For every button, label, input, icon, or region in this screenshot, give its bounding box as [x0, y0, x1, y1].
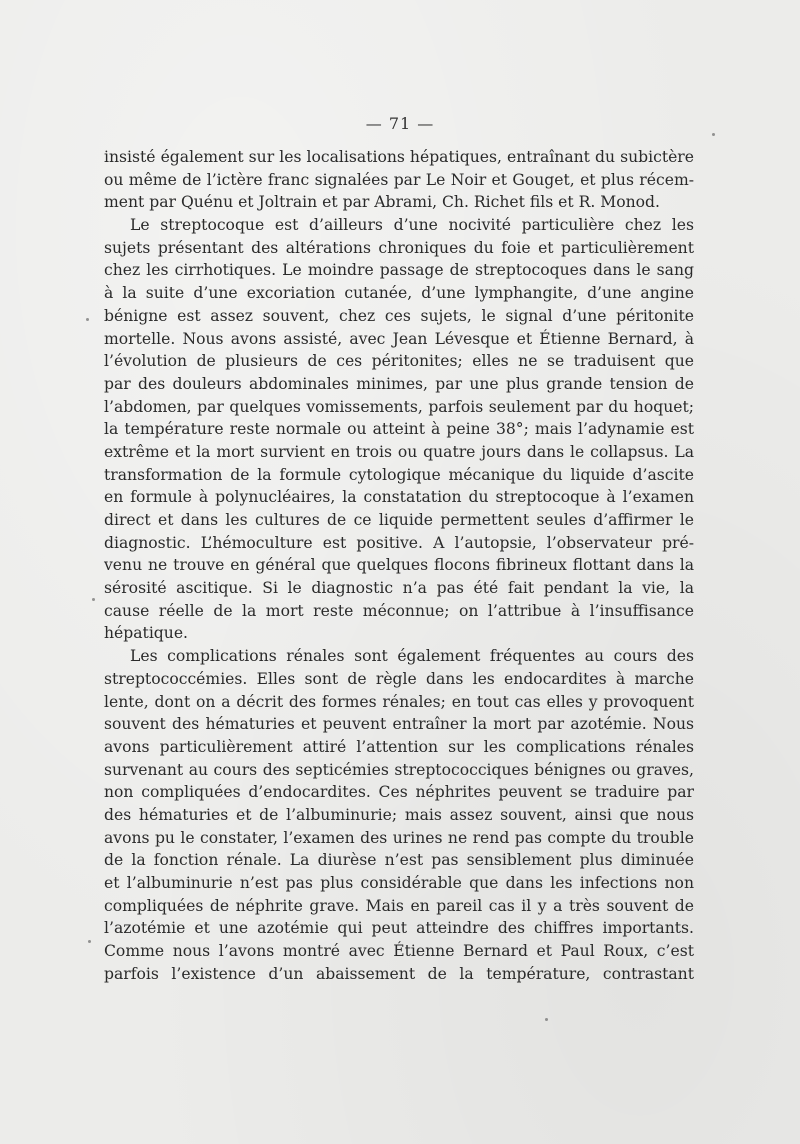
text-line: et l’albuminurie n’est pas plus considérable que dans les infections non — [104, 874, 694, 892]
text-line: survenant au cours des septicémies streptococciques bénignes ou graves, — [104, 760, 694, 779]
text-line: à la suite d’une excoriation cutanée, d’une lymphangite, d’une angine — [104, 284, 694, 303]
text-line: insisté également sur les localisations hépatiques, entraînant du subictère — [104, 148, 694, 166]
text-line: transformation de la formule cytologique mécanique du liquide d’ascite — [104, 465, 694, 484]
text-line: ment par Quénu et Joltrain et par Abrami, Ch. Richet fils et R. Monod. — [104, 193, 660, 212]
page-number: — 71 — — [365, 114, 435, 133]
text-line: l’abdomen, par quelques vomissements, parfois seulement par du hoquet; — [104, 397, 694, 416]
text-line: venu ne trouve en général que quelques flocons fibrineux flottant dans la — [104, 556, 694, 575]
text-line: Les complications rénales sont également fréquentes au cours des — [130, 647, 694, 666]
text-line: ou même de l’ictère franc signalées par Le Noir et Gouget, et plus récem- — [104, 170, 694, 189]
text-line: sujets présentant des altérations chroniques du foie et particulièrement — [104, 238, 694, 257]
text-line: souvent des hématuries et peuvent entraîner la mort par azotémie. Nous — [104, 715, 694, 734]
text-line: cause réelle de la mort reste méconnue; on l’attribue à l’insuffisance — [104, 601, 694, 620]
text-line: par des douleurs abdominales minimes, par une plus grande tension de — [104, 374, 694, 393]
text-line: Comme nous l’avons montré avec Étienne Bernard et Paul Roux, c’est — [104, 942, 694, 961]
paper-speck — [86, 318, 89, 321]
text-line: lente, dont on a décrit des formes rénales; en tout cas elles y provoquent — [104, 692, 694, 711]
text-line: l’évolution de plusieurs de ces péritonites; elles ne se traduisent que — [104, 352, 694, 371]
text-line: l’azotémie et une azotémie qui peut atteindre des chiffres importants. — [104, 919, 694, 938]
text-line: avons pu le constater, l’examen des urines ne rend pas compte du trouble — [104, 828, 694, 847]
text-line: extrême et la mort survient en trois ou quatre jours dans le collapsus. La — [104, 442, 694, 461]
text-line: parfois l’existence d’un abaissement de la température, contrastant — [104, 964, 694, 983]
text-line: non compliquées d’endocardites. Ces néphrites peuvent se traduire par — [104, 783, 694, 802]
paper-speck — [545, 1018, 548, 1021]
text-line: Le streptocoque est d’ailleurs d’une nocivité particulière chez les — [130, 216, 694, 235]
paper-speck — [712, 133, 715, 136]
text-line: des hématuries et de l’albuminurie; mais assez souvent, ainsi que nous — [104, 805, 694, 824]
text-line: sérosité ascitique. Si le diagnostic n’a pas été fait pendant la vie, la — [104, 579, 694, 598]
text-line: diagnostic. L’hémoculture est positive. A l’autopsie, l’observateur pré- — [104, 533, 694, 552]
text-line: de la fonction rénale. La diurèse n’est pas sensiblement plus diminuée — [104, 851, 694, 870]
text-line: en formule à polynucléaires, la constatation du streptocoque à l’examen — [104, 488, 694, 507]
text-line: mortelle. Nous avons assisté, avec Jean Lévesque et Étienne Bernard, à — [104, 329, 694, 348]
paper-speck — [92, 598, 95, 601]
text-line: compliquées de néphrite grave. Mais en pareil cas il y a très souvent de — [104, 896, 694, 915]
text-line: streptococcémies. Elles sont de règle dans les endocardites à marche — [104, 669, 694, 688]
text-line: hépatique. — [104, 624, 189, 643]
text-line: bénigne est assez souvent, chez ces sujets, le signal d’une péritonite — [104, 306, 694, 325]
text-line: chez les cirrhotiques. Le moindre passage de streptocoques dans le sang — [104, 261, 694, 280]
body-text — [104, 146, 694, 985]
text-line: direct et dans les cultures de ce liquide permettent seules d’affirmer le — [104, 511, 694, 529]
text-line: avons particulièrement attiré l’attention sur les complications rénales — [104, 737, 694, 756]
text-line: la température reste normale ou atteint à peine 38°; mais l’adynamie est — [104, 420, 694, 439]
paper-speck — [88, 940, 91, 943]
